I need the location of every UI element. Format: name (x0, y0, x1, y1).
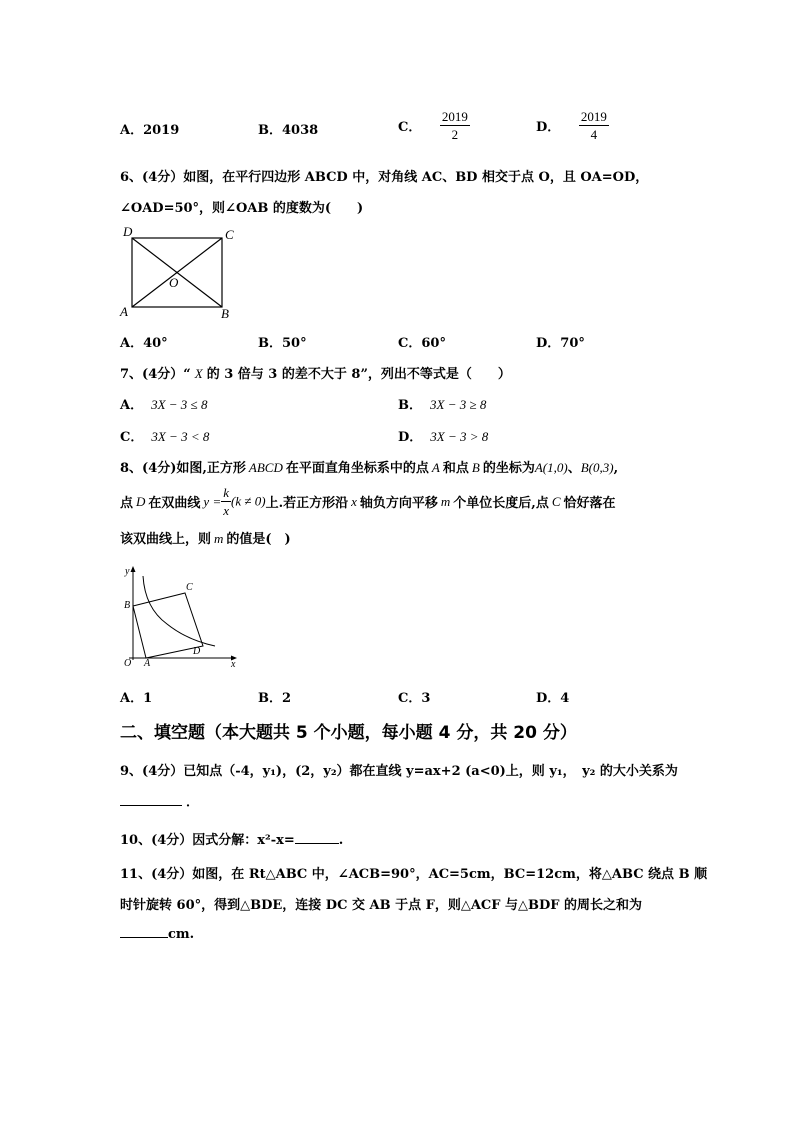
q9-stem-line2: ． (120, 791, 199, 810)
section-title: 二、填空题（本大题共 5 个小题，每小题 4 分，共 20 分） (120, 723, 577, 743)
q6-option-d: D．70° (536, 336, 585, 351)
q8-option-b: B．2 (258, 691, 292, 706)
label-b: B (221, 306, 229, 321)
hyperbola-fraction: $\frac{k}{x}$ (223, 485, 229, 518)
q5-option-b: B．4038 (258, 123, 319, 138)
q6-option-c: C．60° (398, 336, 446, 351)
label-a: A (120, 304, 128, 319)
label-x: x (231, 659, 236, 670)
hyperbola-curve (143, 576, 215, 646)
q7-stem: 7、(4分）“ X 的 3 倍与 3 的差不大于 8”，列出不等式是（ ） (120, 366, 511, 382)
label-d: D (123, 224, 133, 239)
q8-stem-line1: 8、(4分)如图,正方形 ABCD 在平面直角坐标系中的点 A 和点 B 的坐标为A(1,0)、B(0,3), (120, 460, 619, 476)
q7-option-d: D． 3X − 3 > 8 (398, 429, 489, 445)
answer-blank[interactable] (295, 843, 339, 844)
label-c: C (186, 582, 193, 593)
q6-option-a: A．40° (120, 336, 168, 351)
q7-option-a: A． 3X − 3 ≤ 8 (120, 397, 208, 413)
parallelogram-figure (115, 222, 245, 322)
fraction: $\frac{2019}{4}$ (580, 109, 607, 142)
q6-stem-line1: 6、(4分）如图，在平行四边形 ABCD 中，对角线 AC、BD 相交于点 O，且 OA=OD， (120, 170, 649, 185)
q6-option-b: B．50° (258, 336, 307, 351)
q6-stem-line2: ∠OAD=50°，则∠OAB 的度数为( ) (120, 201, 364, 216)
q8-option-c: C．3 (398, 691, 431, 706)
q10-stem: 10、(4分）因式分解：x²-x= . (120, 833, 344, 848)
q7-option-c: C． 3X − 3 < 8 (120, 429, 210, 445)
answer-blank[interactable] (120, 937, 168, 938)
q8-stem-line2: 点 D 在双曲线 y = $\frac{k}{x}$ (k ≠ 0)上.若正方形沿 x 轴负方向平移 m 个单位长度后,点 C 恰好落在 (120, 485, 616, 518)
label-a: A (144, 658, 151, 669)
q5-option-a: A．2019 (120, 123, 180, 138)
q7-option-b: B． 3X − 3 ≥ 8 (398, 397, 487, 413)
answer-blank[interactable] (120, 805, 182, 806)
q9-stem-line1: 9、(4分）已知点（-4，y₁)，(2，y₂）都在直线 y=ax+2 (a<0)上，则 y₁， y₂ 的大小关系为 (120, 764, 678, 779)
q5-option-c: C． $\frac{2019}{2}$ (398, 109, 468, 142)
q8-stem-line3: 该双曲线上，则 m 的值是( ) (120, 531, 291, 547)
q5-option-d: D． $\frac{2019}{4}$ (536, 109, 607, 142)
label-o: O (169, 275, 179, 290)
coordinate-figure (115, 562, 245, 670)
q11-stem-line3: cm. (120, 927, 194, 942)
label-b: B (124, 600, 131, 611)
q11-stem-line2: 时针旋转 60°，得到△BDE，连接 DC 交 AB 于点 F，则△ACF 与△BDF 的周长之和为 (120, 898, 643, 913)
q8-option-d: D．4 (536, 691, 570, 706)
fraction: $\frac{2019}{2}$ (441, 109, 468, 142)
q8-option-a: A．1 (120, 691, 153, 706)
q11-stem-line1: 11、(4分）如图，在 Rt△ABC 中，∠ACB=90°，AC=5cm，BC=12cm，将△ABC 绕点 B 顺 (120, 867, 708, 882)
label-c: C (225, 227, 234, 242)
label-d: D (193, 646, 201, 657)
label-y: y (125, 566, 130, 577)
label-o: O (124, 658, 132, 669)
